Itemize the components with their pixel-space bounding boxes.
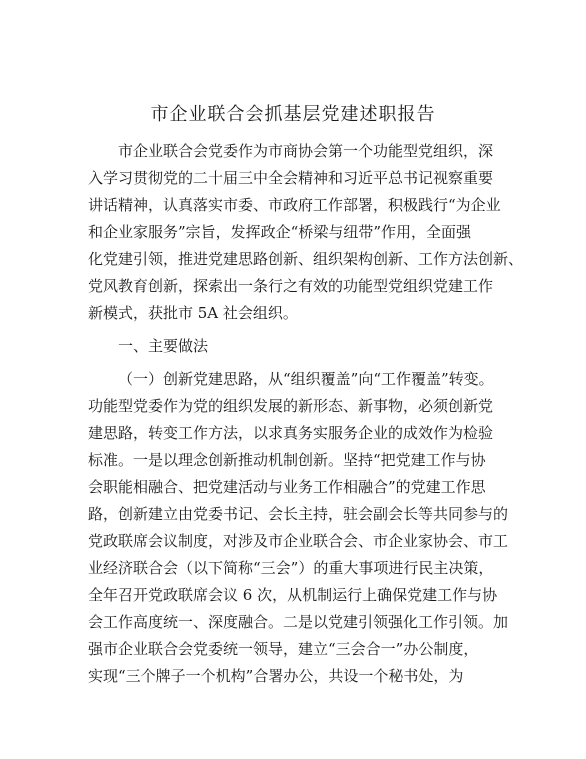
paragraph-line: 党风教育创新，探索出一条行之有效的功能型党组织党建工作 bbox=[88, 277, 494, 295]
paragraph-line: 党政联席会议制度，对涉及市企业联合会、市企业家协会、市工 bbox=[88, 532, 509, 550]
paragraph-line: （一）创新党建思路，从“组织覆盖”向“工作覆盖”转变。 bbox=[118, 370, 494, 388]
paragraph-line: 新模式，获批市 5A 社会组织。 bbox=[88, 304, 298, 322]
section-heading: 一、主要做法 bbox=[118, 337, 209, 355]
paragraph-line: 业经济联合会（以下简称“三会”）的重大事项进行民主决策， bbox=[88, 559, 494, 577]
paragraph-line: 标准。一是以理念创新推动机制创新。坚持“把党建工作与协 bbox=[88, 451, 486, 469]
paragraph-line: 强市企业联合会党委统一领导，建立“三会合一”办公制度， bbox=[88, 640, 479, 658]
paragraph-line: 实现“三个牌子一个机构”合署办公，共设一个秘书处，为 bbox=[88, 667, 464, 685]
document-title: 市企业联合会抓基层党建述职报告 bbox=[150, 104, 436, 125]
paragraph-line: 功能型党委作为党的组织发展的新形态、新事物，必须创新党 bbox=[88, 397, 494, 415]
paragraph-line: 化党建引领，推进党建思路创新、组织架构创新、工作方法创新、 bbox=[88, 250, 524, 268]
paragraph-line: 入学习贯彻党的二十届三中全会精神和习近平总书记视察重要 bbox=[88, 169, 494, 187]
paragraph-line: 市企业联合会党委作为市商协会第一个功能型党组织，深 bbox=[118, 142, 494, 160]
paragraph-line: 会职能相融合、把党建活动与业务工作相融合”的党建工作思 bbox=[88, 478, 486, 496]
paragraph-line: 会工作高度统一、深度融合。二是以党建引领强化工作引领。加 bbox=[88, 613, 509, 631]
paragraph-line: 路，创新建立由党委书记、会长主持，驻会副会长等共同参与的 bbox=[88, 505, 509, 523]
paragraph-line: 讲话精神，认真落实市委、市政府工作部署，积极践行“为企业 bbox=[88, 196, 501, 214]
paragraph-line: 和企业家服务”宗旨，发挥政企“桥梁与纽带”作用，全面强 bbox=[88, 223, 472, 241]
paragraph-line: 建思路，转变工作方法，以求真务实服务企业的成效作为检验 bbox=[88, 424, 494, 442]
paragraph-line: 全年召开党政联席会议 6 次，从机制运行上确保党建工作与协 bbox=[88, 586, 498, 604]
